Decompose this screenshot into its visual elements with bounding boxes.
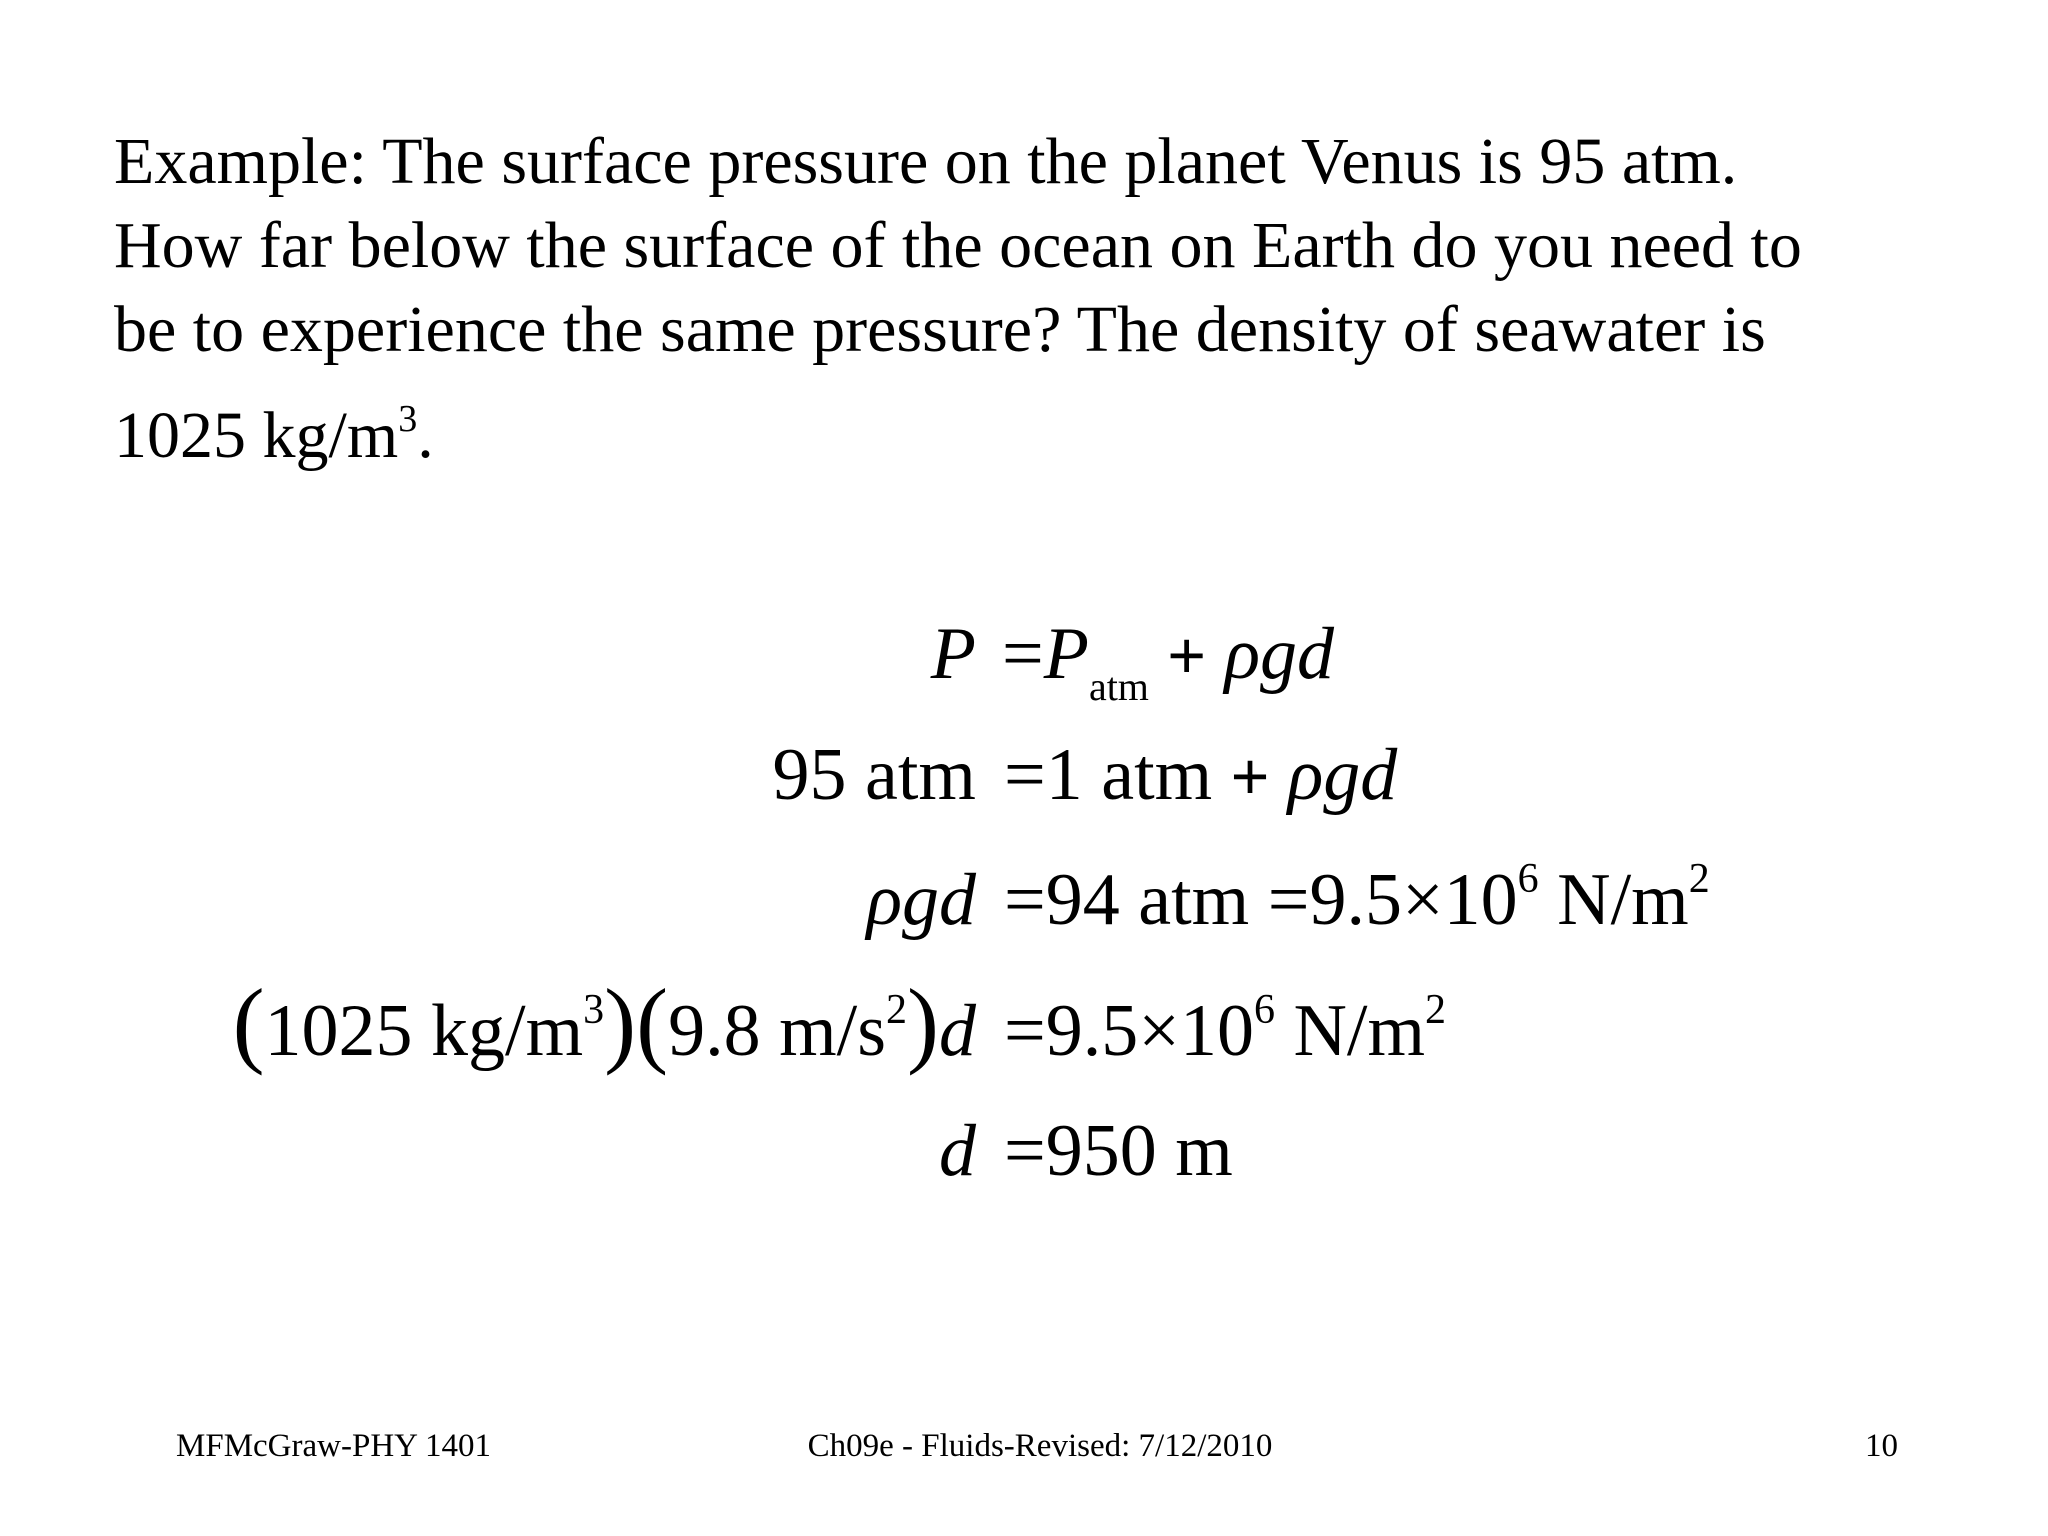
equation-row-2	[0, 733, 2048, 843]
eq2-rhs	[1004, 733, 1397, 818]
footer-author: MFMcGraw-PHY 1401	[176, 1428, 492, 1464]
equation-row-4	[0, 969, 2048, 1099]
eq3-unit: N/m	[1538, 859, 1689, 941]
density-value: 1025 kg/m	[114, 399, 399, 472]
eq3-94-atm: 94 atm	[1045, 859, 1250, 941]
eq4-unit: N/m	[1274, 990, 1426, 1072]
eq3-equals: =	[1004, 859, 1046, 941]
eq4-unit-exponent: 2	[1425, 987, 1447, 1033]
eq1-rho-g-d: ρgd	[1224, 613, 1334, 695]
eq1-equals: =	[1002, 613, 1044, 695]
eq3-rhs	[1004, 858, 1710, 943]
eq4-open-paren-2: (	[636, 969, 669, 1076]
footer-page-number: 10	[1865, 1428, 1898, 1464]
eq1-lhs: P	[930, 613, 976, 695]
footer-title: Ch09e - Fluids-Revised: 7/12/2010	[807, 1428, 1273, 1464]
eq3-unit-exponent: 2	[1688, 856, 1710, 902]
eq1-atm-subscript: atm	[1088, 664, 1149, 709]
eq4-density: 1025 kg/m	[264, 990, 584, 1072]
equation-row-1	[0, 612, 2048, 722]
eq1-p: P	[1043, 613, 1089, 695]
eq3-equals-2: =	[1267, 859, 1310, 941]
eq1-rhs	[1002, 612, 1334, 709]
eq1-plus: +	[1167, 618, 1206, 692]
eq5-rhs	[1004, 1109, 1233, 1194]
eq3-mantissa: 9.5×10	[1309, 859, 1518, 941]
eq4-density-exponent: 3	[583, 987, 605, 1033]
eq4-rhs	[1004, 989, 1446, 1074]
eq2-one-atm: 1 atm	[1045, 734, 1213, 816]
eq4-gravity: 9.8 m/s	[668, 990, 887, 1072]
problem-line-1: Example: The surface pressure on the planet Venus is 95 atm.	[114, 125, 1738, 198]
density-exponent: 3	[398, 398, 418, 440]
problem-line-3: be to experience the same pressure? The density of seawater is	[114, 293, 1766, 366]
eq4-exponent: 6	[1253, 987, 1275, 1033]
period: .	[417, 399, 434, 472]
eq4-close-paren-1: )	[604, 969, 637, 1076]
equation-row-5	[0, 1109, 2048, 1219]
eq5-answer: 950 m	[1045, 1110, 1233, 1192]
eq4-lhs	[0, 969, 976, 1076]
eq4-equals: =	[1004, 990, 1046, 1072]
eq2-equals: =	[1004, 734, 1046, 816]
eq4-d: d	[939, 990, 976, 1072]
eq4-open-paren-1: (	[232, 969, 265, 1076]
eq5-equals: =	[1004, 1110, 1046, 1192]
eq4-gravity-exponent: 2	[886, 987, 908, 1033]
eq2-plus: +	[1230, 739, 1270, 813]
eq3-lhs: ρgd	[866, 859, 976, 941]
eq3-exponent: 6	[1517, 856, 1539, 902]
eq4-close-paren-2: )	[907, 969, 939, 1076]
problem-line-2: How far below the surface of the ocean on Earth do you need to	[114, 209, 1802, 282]
equation-row-3	[0, 858, 2048, 968]
eq2-lhs: 95 atm	[772, 734, 976, 816]
eq4-mantissa: 9.5×10	[1045, 990, 1254, 1072]
eq5-lhs: d	[939, 1110, 976, 1192]
eq2-rho-g-d: ρgd	[1287, 734, 1398, 816]
